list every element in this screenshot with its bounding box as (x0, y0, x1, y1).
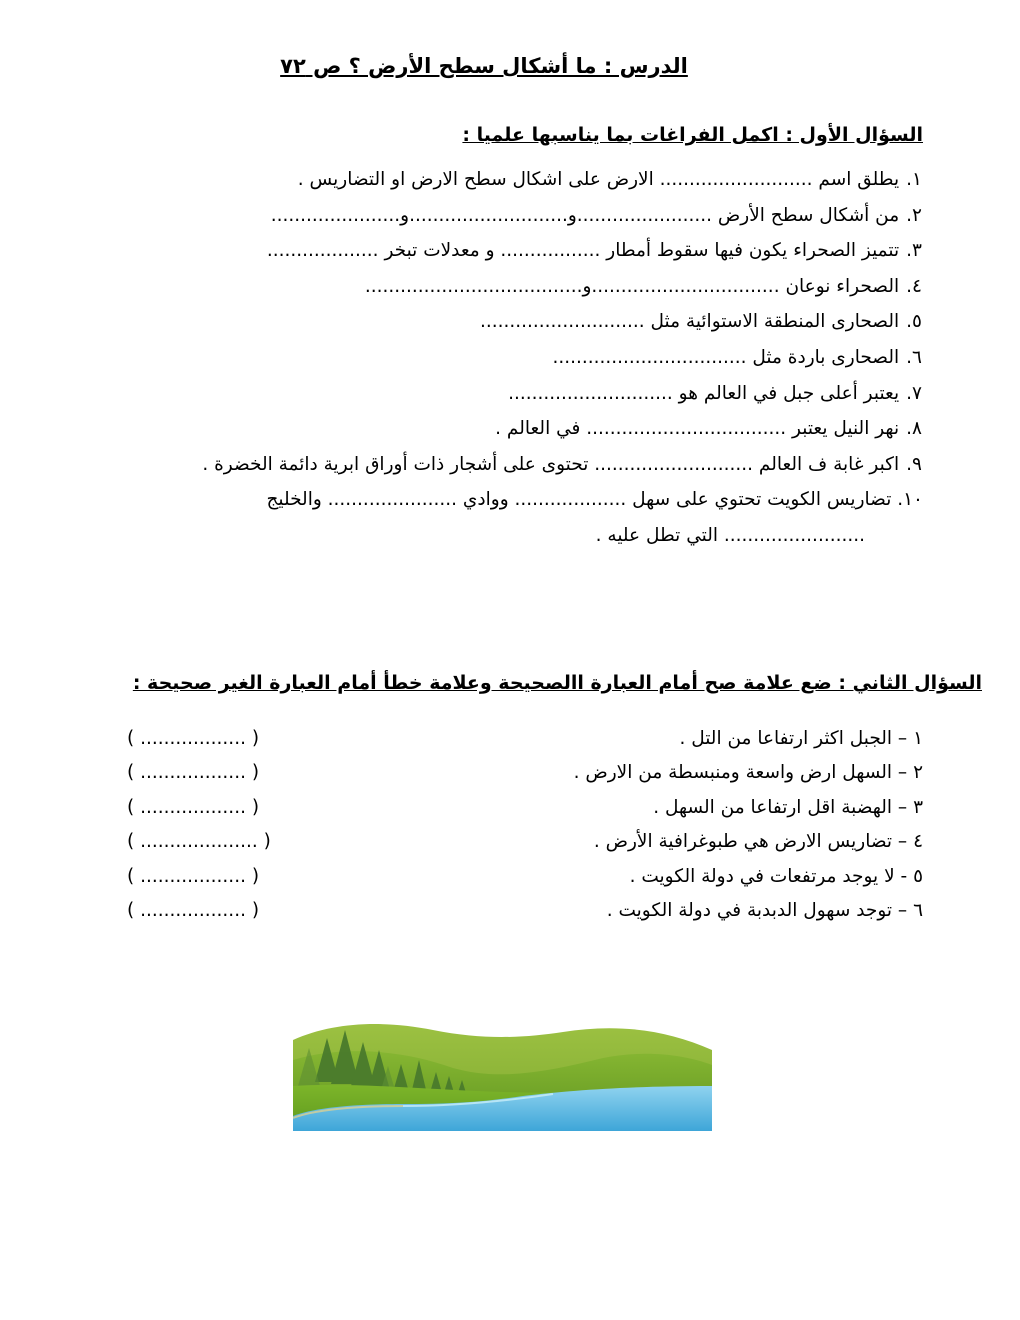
answer-blank: ( .................. ) (127, 796, 260, 818)
list-item (43, 162, 923, 198)
list-item-continuation: ........................ التي تطل عليه . (595, 524, 865, 546)
question1-heading: السؤال الأول : اكمل الفراغات بما يناسبها علميا : (462, 124, 923, 146)
item-text: تضاريس الكويت تحتوي على سهل ................... ووادي ...................... والخليج (266, 489, 892, 511)
question1-list (43, 162, 923, 554)
answer-blank: ( .................. ) (127, 899, 260, 921)
list-item (43, 198, 923, 234)
answer-blank: ( .................. ) (127, 762, 260, 784)
item-number: ٩. (906, 453, 922, 475)
list-item (43, 269, 923, 305)
item-text: نهر النيل يعتبر .................................. في العالم . (495, 418, 900, 440)
list-item (0, 825, 1020, 859)
item-number: ١٠. (897, 489, 923, 511)
item-text: اكبر غابة ف العالم ........................... تحتوى على أشجار ذات أوراق ابرية دائمة الخضرة . (202, 453, 900, 475)
statement-text: ١ – الجبل اكثر ارتفاعا من التل . (679, 728, 923, 749)
item-text: الصحارى المنطقة الاستوائية مثل ............................ (479, 311, 900, 333)
list-item (43, 376, 923, 412)
item-number: ٧. (906, 382, 922, 404)
item-number: ٢. (906, 204, 922, 226)
item-number: ١. (906, 169, 922, 190)
statement-text: ٥ - لا يوجد مرتفعات في دولة الكويت . (629, 865, 923, 887)
answer-blank: ( .................. ) (127, 728, 260, 749)
statement-text: ٢ – السهل ارض واسعة ومنبسطة من الارض . (573, 762, 923, 784)
item-number: ٥. (906, 311, 922, 333)
question2-heading: السؤال الثاني : ضع علامة صح أمام العبارة االصحيحة وعلامة خطأ أمام العبارة الغير صحيحة : (132, 672, 982, 694)
item-number: ٨. (906, 418, 922, 440)
statement-text: ٦ – توجد سهول الدبدبة في دولة الكويت . (606, 899, 923, 921)
lesson-title: الدرس : ما أشكال سطح الأرض ؟ ص ٧٢ (280, 54, 688, 78)
list-item (43, 340, 923, 376)
item-number: ٦. (906, 346, 922, 368)
list-item (43, 304, 923, 340)
item-text: تتميز الصحراء يكون فيها سقوط أمطار ................. و معدلات تبخر ................... (266, 240, 900, 262)
list-item (0, 894, 1020, 928)
list-item (43, 447, 923, 483)
item-number: ٤. (906, 275, 922, 297)
answer-blank: ( .................... ) (127, 831, 271, 853)
item-text: من أشكال سطح الأرض .......................و...........................و...................... (270, 204, 900, 226)
question2-list (0, 722, 1020, 928)
item-text: الصحراء نوعان ................................و..................................... (364, 275, 900, 297)
list-item (0, 860, 1020, 894)
item-text: يطلق اسم .......................... الارض على اشكال سطح الارض او التضاريس . (297, 169, 900, 190)
item-text: الصحارى باردة مثل ................................. (552, 346, 900, 368)
list-item (0, 722, 1020, 756)
item-text: يعتبر أعلى جبل في العالم هو ............................ (508, 382, 900, 404)
landscape-hills-trees-river-icon (293, 1020, 712, 1131)
list-item (0, 791, 1020, 825)
list-item (43, 482, 923, 518)
answer-blank: ( .................. ) (127, 865, 260, 887)
statement-text: ٤ – تضاريس الارض هي طبوغرافية الأرض . (593, 831, 923, 853)
item-number: ٣. (906, 240, 922, 262)
list-item (43, 411, 923, 447)
statement-text: ٣ – الهضبة اقل ارتفاعا من السهل . (653, 796, 923, 818)
list-item (43, 233, 923, 269)
list-item (0, 756, 1020, 790)
